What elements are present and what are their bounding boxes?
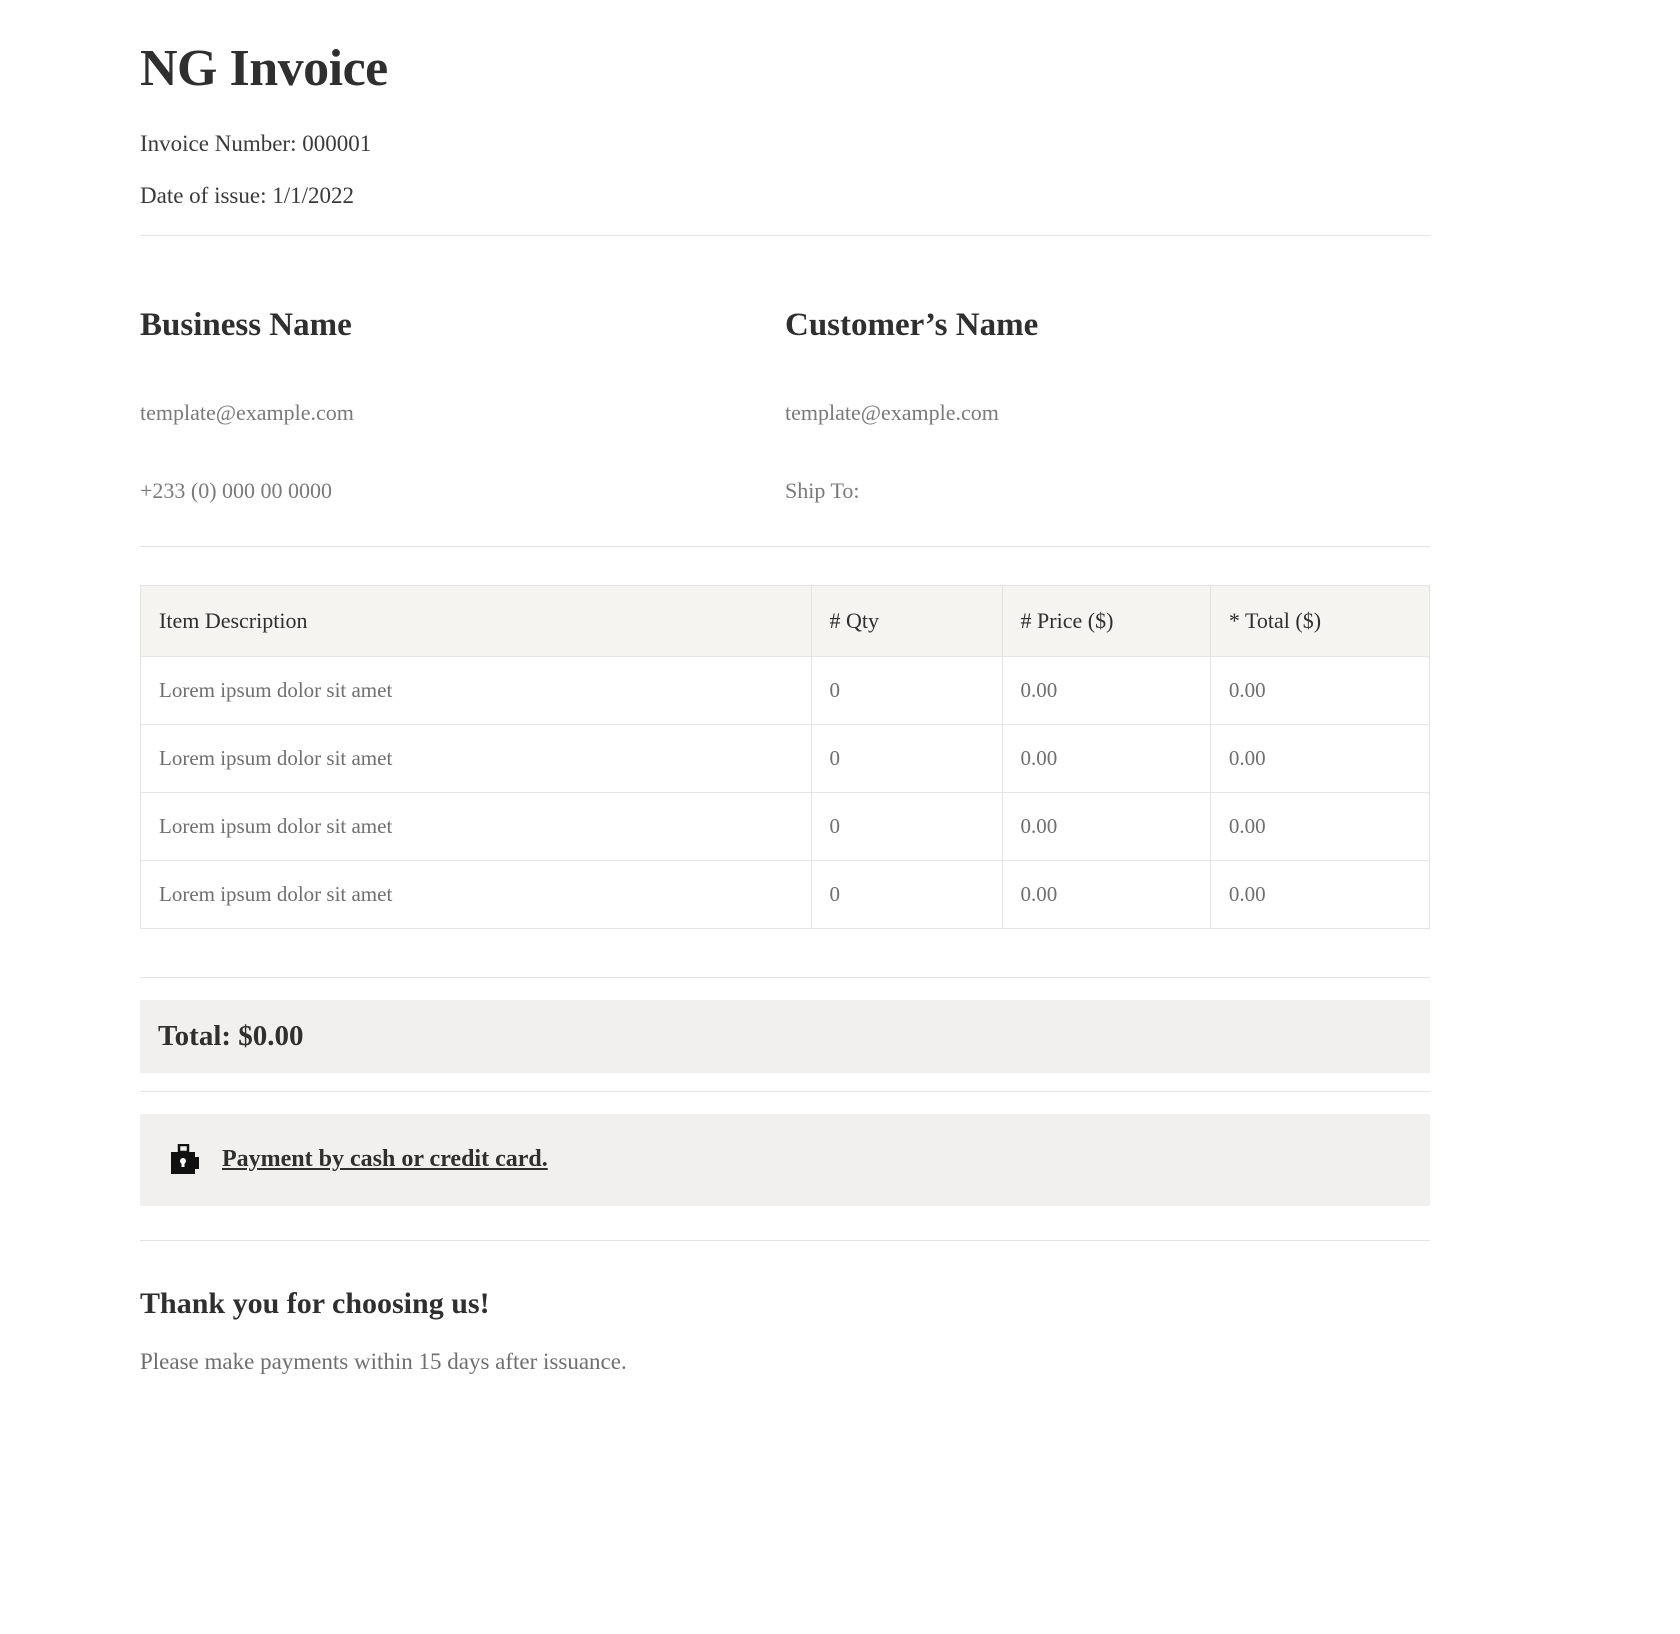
date-of-issue: Date of issue: 1/1/2022: [140, 183, 354, 209]
customer-name: Customer’s Name: [785, 307, 1039, 344]
customer-ship-to: Ship To:: [785, 477, 860, 503]
cell-total: 0.00: [1210, 860, 1429, 928]
cell-total: 0.00: [1210, 724, 1429, 792]
business-name: Business Name: [140, 307, 352, 344]
column-header-total: * Total ($): [1210, 585, 1429, 656]
payment-method-note: Payment by cash or credit card.: [222, 1146, 548, 1173]
column-header-price: # Price ($): [1002, 585, 1210, 656]
cell-price: 0.00: [1002, 656, 1210, 724]
business-phone: +233 (0) 000 00 0000: [140, 477, 333, 503]
cell-total: 0.00: [1210, 656, 1429, 724]
briefcase-lock-icon: [170, 1144, 200, 1176]
cell-description: Lorem ipsum dolor sit amet: [141, 792, 812, 860]
cell-description: Lorem ipsum dolor sit amet: [141, 656, 812, 724]
column-header-description: Item Description: [141, 585, 812, 656]
column-header-qty: # Qty: [811, 585, 1002, 656]
cell-description: Lorem ipsum dolor sit amet: [141, 860, 812, 928]
parties-section: [140, 306, 1430, 504]
divider-header: [140, 235, 1430, 236]
table-row: [141, 860, 1430, 928]
cell-total: 0.00: [1210, 792, 1429, 860]
cell-qty: 0: [811, 656, 1002, 724]
divider-parties: [140, 546, 1430, 547]
page-title: NG Invoice: [140, 40, 388, 97]
customer-block: [785, 306, 1430, 504]
customer-email: template@example.com: [785, 399, 999, 425]
divider-after-table: [140, 977, 1430, 978]
items-table: [140, 585, 1430, 929]
divider-after-total: [140, 1091, 1430, 1092]
business-block: [140, 306, 785, 504]
thank-you-heading: Thank you for choosing us!: [140, 1286, 490, 1320]
cell-description: Lorem ipsum dolor sit amet: [141, 724, 812, 792]
cell-price: 0.00: [1002, 792, 1210, 860]
table-row: [141, 656, 1430, 724]
business-email: template@example.com: [140, 399, 354, 425]
payment-note-band: [140, 1114, 1430, 1206]
table-row: [141, 724, 1430, 792]
table-row: [141, 792, 1430, 860]
grand-total: Total: $0.00: [158, 1019, 304, 1052]
table-header-row: [141, 585, 1430, 656]
cell-qty: 0: [811, 724, 1002, 792]
cell-qty: 0: [811, 860, 1002, 928]
invoice-number: Invoice Number: 000001: [140, 131, 372, 157]
cell-qty: 0: [811, 792, 1002, 860]
divider-after-payment: [140, 1240, 1430, 1241]
cell-price: 0.00: [1002, 860, 1210, 928]
total-band: [140, 1000, 1430, 1073]
payment-terms: Please make payments within 15 days after issuance.: [140, 1348, 627, 1374]
cell-price: 0.00: [1002, 724, 1210, 792]
